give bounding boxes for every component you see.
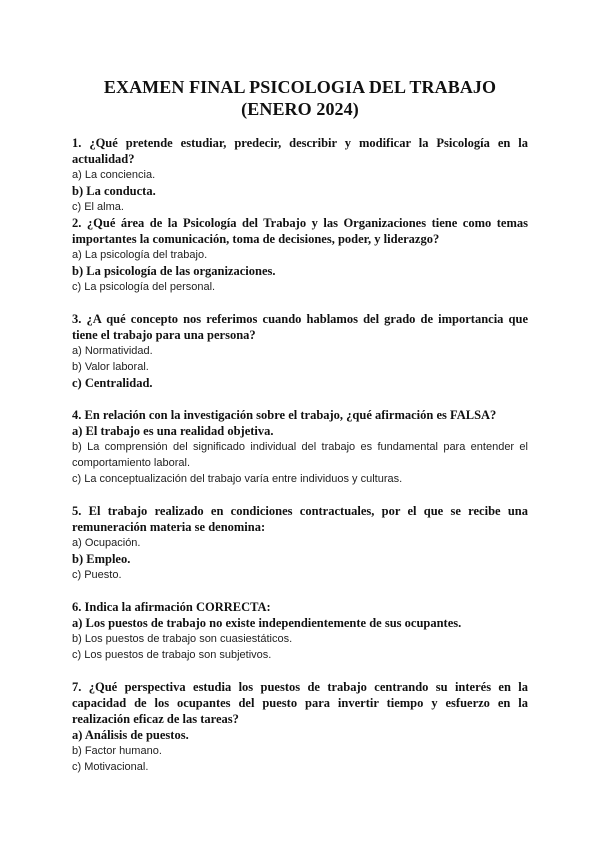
option-a: a) Normatividad.	[72, 345, 153, 357]
option-a-correct: a) El trabajo es una realidad objetiva.	[72, 424, 274, 438]
option-a-correct: a) Los puestos de trabajo no existe independientemente de sus ocupantes.	[72, 616, 462, 630]
question-text: 4. En relación con la investigación sobre el trabajo, ¿qué afirmación es FALSA?	[72, 408, 497, 422]
option-a: a) La psicología del trabajo.	[72, 249, 208, 261]
question-1	[72, 135, 528, 215]
option-a-correct: a) Análisis de puestos.	[72, 728, 189, 742]
option-b-correct: b) La conducta.	[72, 184, 156, 198]
option-b: b) Factor humano.	[72, 745, 162, 757]
question-text: 7. ¿Qué perspectiva estudia los puestos de trabajo centrando su interés en la capacidad de los ocupantes del puesto para invertir tiempo y esfuerzo en la realización eficaz de las tareas?	[72, 680, 528, 726]
option-c: c) Motivacional.	[72, 761, 149, 773]
option-b: b) Los puestos de trabajo son cuasiestáticos.	[72, 633, 293, 645]
option-c: c) La conceptualización del trabajo varía entre individuos y culturas.	[72, 473, 403, 485]
option-a: a) La conciencia.	[72, 169, 156, 181]
question-6	[72, 599, 528, 663]
question-4	[72, 407, 528, 487]
question-text: 6. Indica la afirmación CORRECTA:	[72, 600, 271, 614]
option-b-correct: b) La psicología de las organizaciones.	[72, 264, 276, 278]
question-3	[72, 311, 528, 391]
option-c: c) Los puestos de trabajo son subjetivos.	[72, 649, 272, 661]
option-c: c) Puesto.	[72, 569, 122, 581]
option-a: a) Ocupación.	[72, 537, 141, 549]
question-text: 1. ¿Qué pretende estudiar, predecir, describir y modificar la Psicología en la actualidad?	[72, 136, 528, 166]
exam-title: EXAMEN FINAL PSICOLOGIA DEL TRABAJO	[103, 77, 497, 97]
option-b-correct: b) Empleo.	[72, 552, 131, 566]
option-c-correct: c) Centralidad.	[72, 376, 153, 390]
option-b: b) La comprensión del significado individual del trabajo es fundamental para entender el comportamiento laboral.	[72, 441, 528, 469]
question-text: 5. El trabajo realizado en condiciones contractuales, por el que se recibe una remuneración materia se denomina:	[72, 504, 528, 534]
option-c: c) El alma.	[72, 201, 124, 213]
question-text: 2. ¿Qué área de la Psicología del Trabajo y las Organizaciones tiene como temas importantes la comunicación, toma de decisiones, poder, y liderazgo?	[72, 216, 528, 246]
exam-date: (ENERO 2024)	[241, 99, 359, 119]
question-2	[72, 215, 528, 295]
question-text: 3. ¿A qué concepto nos referimos cuando hablamos del grado de importancia que tiene el trabajo para una persona?	[72, 312, 528, 342]
option-c: c) La psicología del personal.	[72, 281, 216, 293]
question-5	[72, 503, 528, 583]
option-b: b) Valor laboral.	[72, 361, 149, 373]
question-7	[72, 679, 528, 775]
